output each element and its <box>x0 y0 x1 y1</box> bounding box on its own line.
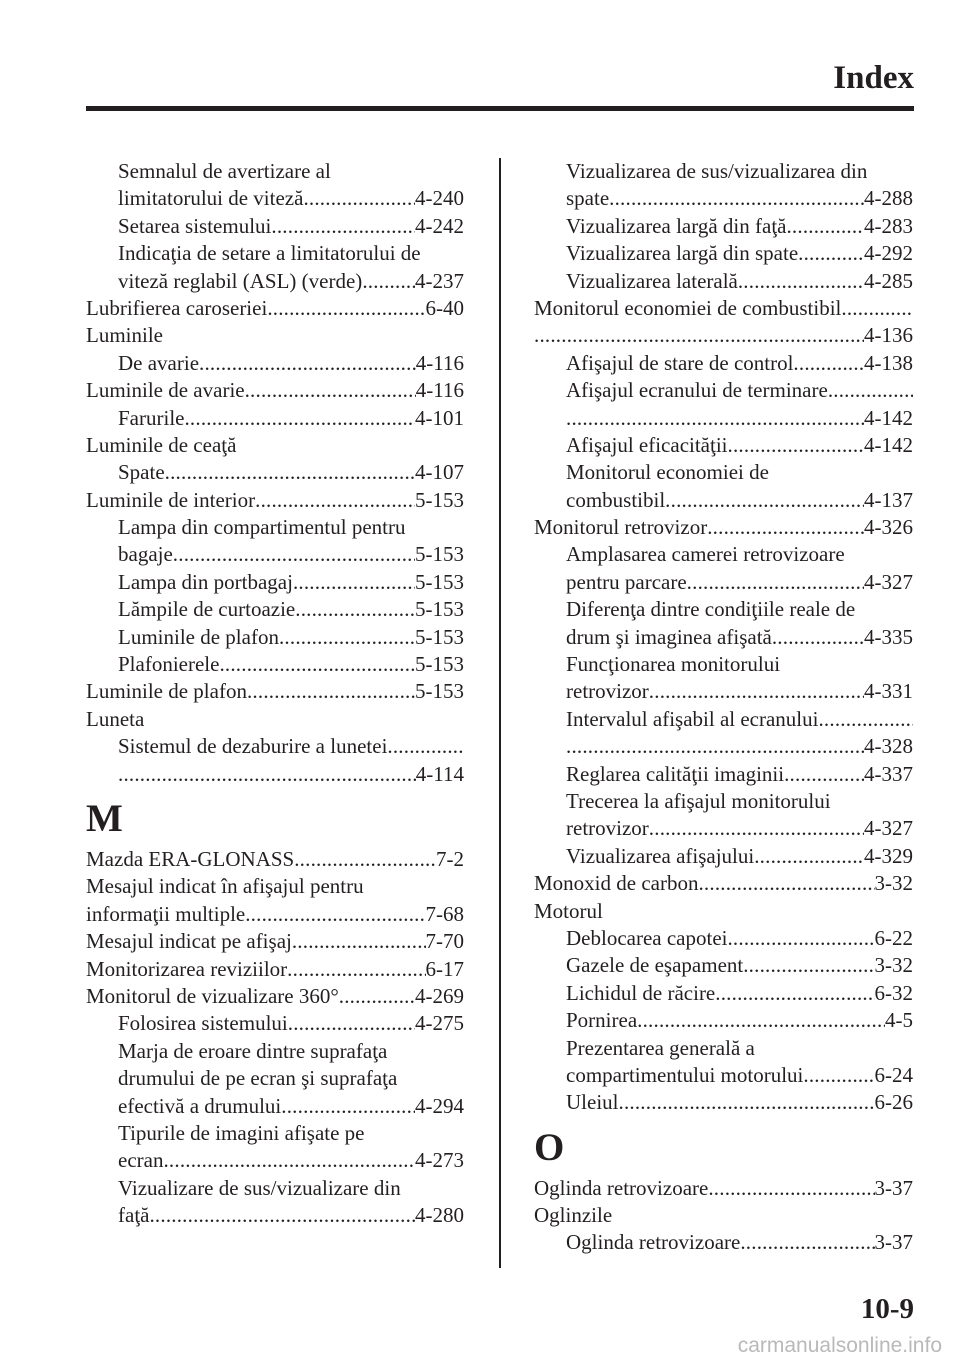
entry-text: Luminile de plafon <box>118 624 279 649</box>
index-subentry <box>534 459 913 486</box>
index-subentry <box>86 185 464 212</box>
entry-text: drum şi imaginea afişată <box>566 624 772 649</box>
index-subentry <box>534 268 913 295</box>
page-reference: 4-116 <box>415 378 464 403</box>
page-reference: 6-22 <box>874 925 913 950</box>
index-subentry <box>534 158 913 185</box>
page-reference: 5-153 <box>415 487 464 512</box>
page-reference: 4-331 <box>864 679 913 704</box>
entry-text: Afişajul ecranului de terminare <box>566 378 828 403</box>
index-subentry <box>86 651 464 678</box>
dot-leader <box>754 843 864 870</box>
index-subentry <box>534 1229 913 1256</box>
entry-text: Funcţionarea monitorului <box>566 652 781 677</box>
page-reference: 4-280 <box>415 1203 464 1228</box>
entry-text: Motorul <box>534 898 603 923</box>
dot-leader <box>387 733 464 760</box>
index-subentry <box>86 213 464 240</box>
dot-leader <box>798 240 864 267</box>
entry-text: Intervalul afişabil al ecranului <box>566 706 819 731</box>
dot-leader <box>199 350 416 377</box>
dot-leader <box>728 432 864 459</box>
entry-text: Sistemul de dezaburire a lunetei <box>118 734 388 759</box>
index-entry <box>534 514 913 541</box>
index-subentry <box>534 569 913 596</box>
entry-text: Luminile de interior <box>86 487 256 512</box>
dot-leader <box>219 651 415 678</box>
entry-text: Indicaţia de setare a limitatorului de <box>118 241 421 266</box>
index-subentry <box>86 514 464 541</box>
dot-leader <box>281 1093 415 1120</box>
watermark: carmanualsonline.info <box>737 1334 942 1357</box>
page-reference: 4-335 <box>864 624 913 649</box>
entry-text: Lubrifierea caroseriei <box>86 295 268 320</box>
index-section-letter: M <box>86 796 123 840</box>
index-subentry <box>534 980 913 1007</box>
dot-leader <box>245 901 425 928</box>
dot-leader <box>637 1007 885 1034</box>
entry-text: ecran <box>118 1148 164 1173</box>
entry-text: Oglinzile <box>534 1203 613 1228</box>
entry-text: retrovizor <box>566 679 649 704</box>
dot-leader <box>619 1089 875 1116</box>
index-column-right <box>534 158 913 1257</box>
entry-text: Diferenţa dintre condiţiile reale de <box>566 597 856 622</box>
entry-text: Mesajul indicat pe afişaj <box>86 929 292 954</box>
index-subentry <box>86 1093 464 1120</box>
entry-text: Marja de eroare dintre suprafaţa <box>118 1038 388 1063</box>
index-subentry <box>86 350 464 377</box>
page-reference: 3-37 <box>874 1175 913 1200</box>
column-divider <box>499 158 501 1268</box>
index-subentry <box>534 541 913 568</box>
page-reference: 4-136 <box>864 323 913 348</box>
page-reference: 4-283 <box>864 213 913 238</box>
index-entry <box>534 898 913 925</box>
dot-leader <box>649 815 864 842</box>
entry-text: De avarie <box>118 350 200 375</box>
dot-leader <box>649 678 864 705</box>
entry-text: Vizualizarea largă din spate <box>566 241 799 266</box>
page-reference: 6-26 <box>874 1090 913 1115</box>
page-reference: 4-142 <box>864 432 913 457</box>
dot-leader <box>743 952 874 979</box>
dot-leader <box>245 377 416 404</box>
index-subentry <box>86 1147 464 1174</box>
entry-text: Reglarea calităţii imaginii <box>566 761 785 786</box>
index-entry <box>86 432 464 459</box>
index-entry <box>86 928 464 955</box>
page-reference: 4-327 <box>864 569 913 594</box>
entry-text: Vizualizarea laterală <box>566 268 738 293</box>
page-reference: 4-269 <box>415 983 464 1008</box>
dot-leader <box>163 1147 415 1174</box>
page-reference: 4-294 <box>415 1093 464 1118</box>
dot-leader <box>665 487 864 514</box>
index-subentry <box>534 952 913 979</box>
index-subentry <box>86 1065 464 1092</box>
entry-text: Monitorul de vizualizare 360° <box>86 983 339 1008</box>
entry-text: Luminile de plafon <box>86 679 247 704</box>
index-subentry <box>534 350 913 377</box>
dot-leader <box>255 487 415 514</box>
page-reference: 6-32 <box>874 980 913 1005</box>
page-reference: 7-2 <box>436 846 464 871</box>
page-reference: 4-292 <box>864 241 913 266</box>
index-entry <box>86 295 464 322</box>
index-entry <box>86 706 464 733</box>
entry-text: Luminile de avarie <box>86 378 245 403</box>
dot-leader <box>566 733 864 760</box>
dot-leader <box>609 185 864 212</box>
index-subentry <box>534 213 913 240</box>
entry-text: Monitorul economiei de <box>566 460 769 485</box>
dot-leader <box>828 377 913 404</box>
entry-text: viteză reglabil (ASL) (verde) <box>118 268 363 293</box>
dot-leader <box>786 213 864 240</box>
dot-leader <box>149 1202 415 1229</box>
dot-leader <box>687 569 864 596</box>
dot-leader <box>288 1010 415 1037</box>
dot-leader <box>707 514 864 541</box>
index-entry <box>86 956 464 983</box>
entry-text: bagaje <box>118 542 173 567</box>
page-reference: 5-153 <box>415 597 464 622</box>
index-entry <box>86 322 464 349</box>
entry-text: Mazda ERA-GLONASS <box>86 846 295 871</box>
index-subentry <box>534 1035 913 1062</box>
index-subentry <box>534 651 913 678</box>
page-reference: 4-242 <box>415 213 464 238</box>
index-subentry <box>86 405 464 432</box>
index-entry <box>534 1175 913 1202</box>
page-reference: 4-288 <box>864 186 913 211</box>
page-reference: 4-142 <box>864 405 913 430</box>
dot-leader <box>292 928 426 955</box>
dot-leader <box>818 706 913 733</box>
index-entry <box>534 295 913 322</box>
entry-text: Tipurile de imagini afişate pe <box>118 1120 365 1145</box>
entry-text: Semnalul de avertizare al <box>118 159 331 183</box>
dot-leader <box>184 405 415 432</box>
entry-text: Luminile <box>86 323 163 348</box>
index-entry <box>86 983 464 1010</box>
entry-text: Vizualizarea largă din faţă <box>566 213 787 238</box>
entry-text: Afişajul de stare de control <box>566 350 794 375</box>
dot-leader <box>740 1229 874 1256</box>
index-entry <box>86 846 464 873</box>
index-section-letter: O <box>534 1125 565 1169</box>
entry-text: combustibil <box>566 487 666 512</box>
index-subentry <box>534 377 913 404</box>
entry-text: Luminile de ceaţă <box>86 432 237 457</box>
dot-leader <box>279 624 415 651</box>
dot-leader <box>303 185 415 212</box>
index-subentry <box>86 596 464 623</box>
dot-leader <box>173 541 415 568</box>
index-subentry <box>86 733 464 760</box>
index-subentry <box>534 1007 913 1034</box>
entry-text: Luneta <box>86 706 145 731</box>
index-subentry <box>86 541 464 568</box>
page-reference: 4-116 <box>415 350 464 375</box>
entry-text: Oglinda retrovizoare <box>566 1230 741 1255</box>
entry-text: Lampa din compartimentul pentru <box>118 515 406 540</box>
page-reference: 4-138 <box>864 350 913 375</box>
dot-leader <box>738 268 864 295</box>
dot-leader <box>294 846 436 873</box>
dot-leader <box>118 761 416 788</box>
header-rule <box>86 106 914 111</box>
entry-text: Afişajul eficacităţii <box>566 432 728 457</box>
page-reference: 7-70 <box>425 929 464 954</box>
index-subentry <box>86 240 464 267</box>
dot-leader <box>772 624 864 651</box>
dot-leader <box>708 1175 874 1202</box>
entry-text: Vizualizarea de sus/vizualizarea din <box>566 159 868 183</box>
dot-leader <box>247 678 415 705</box>
index-subentry <box>534 706 913 733</box>
index-subentry <box>86 1010 464 1037</box>
page-reference: 3-32 <box>874 871 913 896</box>
index-subentry <box>86 1175 464 1202</box>
index-entry <box>86 678 464 705</box>
dot-leader <box>841 295 913 322</box>
index-subentry <box>534 405 913 432</box>
index-subentry <box>86 1120 464 1147</box>
entry-text: Vizualizarea afişajului <box>566 843 755 868</box>
index-subentry <box>534 240 913 267</box>
page-reference: 6-24 <box>874 1062 913 1087</box>
page-reference: 4-337 <box>864 761 913 786</box>
page-reference: 4-328 <box>864 734 913 759</box>
index-subentry <box>86 268 464 295</box>
entry-text: Prezentarea generală a <box>566 1035 755 1060</box>
index-entry <box>86 873 464 900</box>
entry-text: informaţii multiple <box>86 901 246 926</box>
entry-text: Oglinda retrovizoare <box>534 1175 709 1200</box>
index-entry <box>86 377 464 404</box>
page-reference: 4-273 <box>415 1148 464 1173</box>
dot-leader <box>339 983 415 1010</box>
entry-text: Farurile <box>118 405 185 430</box>
entry-text: efectivă a drumului <box>118 1093 282 1118</box>
entry-text: Lichidul de răcire <box>566 980 716 1005</box>
dot-leader <box>698 870 874 897</box>
page-reference: 4-285 <box>864 268 913 293</box>
index-entry <box>86 487 464 514</box>
entry-text: Monitorul economiei de combustibil <box>534 295 842 320</box>
page-reference: 5-153 <box>415 652 464 677</box>
page-reference: 5-153 <box>415 569 464 594</box>
page-reference: 4-329 <box>864 843 913 868</box>
index-subentry <box>534 843 913 870</box>
page-reference: 4-327 <box>864 816 913 841</box>
index-subentry <box>534 761 913 788</box>
index-column-left <box>86 158 464 1229</box>
dot-leader <box>784 761 864 788</box>
entry-text: Monoxid de carbon <box>534 871 699 896</box>
index-header-title: Index <box>833 60 914 96</box>
index-subentry <box>86 569 464 596</box>
page-reference: 6-40 <box>425 295 464 320</box>
dot-leader <box>267 295 425 322</box>
entry-text: Monitorul retrovizor <box>534 515 708 540</box>
entry-text: Setarea sistemului <box>118 213 272 238</box>
page-reference: 5-153 <box>415 624 464 649</box>
page-reference: 4-237 <box>415 268 464 293</box>
index-subentry <box>534 596 913 623</box>
entry-text: Uleiul <box>566 1090 619 1115</box>
entry-text: pentru parcare <box>566 569 687 594</box>
index-entry <box>534 322 913 349</box>
entry-text: compartimentului motorului <box>566 1062 804 1087</box>
index-entry <box>534 870 913 897</box>
index-subentry <box>86 1038 464 1065</box>
page-reference: 4-107 <box>415 460 464 485</box>
page-reference: 4-240 <box>415 186 464 211</box>
index-subentry <box>86 1202 464 1229</box>
dot-leader <box>293 569 415 596</box>
index-subentry <box>534 788 913 815</box>
index-subentry <box>534 1089 913 1116</box>
entry-text: Deblocarea capotei <box>566 925 728 950</box>
dot-leader <box>165 459 415 486</box>
entry-text: Trecerea la afişajul monitorului <box>566 788 831 813</box>
index-subentry <box>534 925 913 952</box>
index-entry <box>86 901 464 928</box>
entry-text: Plafonierele <box>118 652 220 677</box>
page-reference: 4-5 <box>885 1008 913 1033</box>
page-reference: 3-32 <box>874 953 913 978</box>
page-reference: 6-17 <box>425 956 464 981</box>
entry-text: Pornirea <box>566 1008 638 1033</box>
index-subentry <box>86 158 464 185</box>
dot-leader <box>727 925 874 952</box>
dot-leader <box>715 980 874 1007</box>
page-reference: 7-68 <box>425 901 464 926</box>
entry-text: Lămpile de curtoazie <box>118 597 296 622</box>
dot-leader <box>793 350 864 377</box>
entry-text: Amplasarea camerei retrovizoare <box>566 542 845 567</box>
entry-text: Folosirea sistemului <box>118 1011 288 1036</box>
index-subentry <box>534 185 913 212</box>
index-subentry <box>534 487 913 514</box>
index-subentry <box>86 624 464 651</box>
index-subentry <box>534 678 913 705</box>
page-reference: 4-114 <box>415 761 464 786</box>
entry-text: faţă <box>118 1203 150 1228</box>
index-subentry <box>86 761 464 788</box>
page-reference: 4-275 <box>415 1011 464 1036</box>
page-reference: 4-137 <box>864 487 913 512</box>
page-number: 10-9 <box>860 1293 914 1325</box>
dot-leader <box>271 213 415 240</box>
entry-text: Spate <box>118 460 165 485</box>
index-subentry <box>534 432 913 459</box>
entry-text: limitatorului de viteză <box>118 186 304 211</box>
index-subentry <box>534 815 913 842</box>
dot-leader <box>287 956 425 983</box>
entry-text: retrovizor <box>566 816 649 841</box>
entry-text: Lampa din portbagaj <box>118 569 293 594</box>
entry-text: Monitorizarea reviziilor <box>86 956 288 981</box>
page-reference: 5-153 <box>415 542 464 567</box>
index-subentry <box>534 624 913 651</box>
entry-text: Mesajul indicat în afişajul pentru <box>86 874 364 899</box>
entry-text: drumului de pe ecran şi suprafaţa <box>118 1066 398 1091</box>
page-reference: 3-37 <box>874 1230 913 1255</box>
page-reference: 5-153 <box>415 679 464 704</box>
index-entry <box>534 1202 913 1229</box>
dot-leader <box>534 322 864 349</box>
entry-text: Gazele de eşapament <box>566 953 744 978</box>
entry-text: Vizualizare de sus/vizualizare din <box>118 1175 401 1200</box>
entry-text: spate <box>566 186 610 211</box>
dot-leader <box>362 268 415 295</box>
index-subentry <box>534 1062 913 1089</box>
page-reference: 4-326 <box>864 515 913 540</box>
dot-leader <box>566 405 864 432</box>
index-subentry <box>534 733 913 760</box>
dot-leader <box>803 1062 874 1089</box>
dot-leader <box>295 596 415 623</box>
page-reference: 4-101 <box>415 405 464 430</box>
index-subentry <box>86 459 464 486</box>
